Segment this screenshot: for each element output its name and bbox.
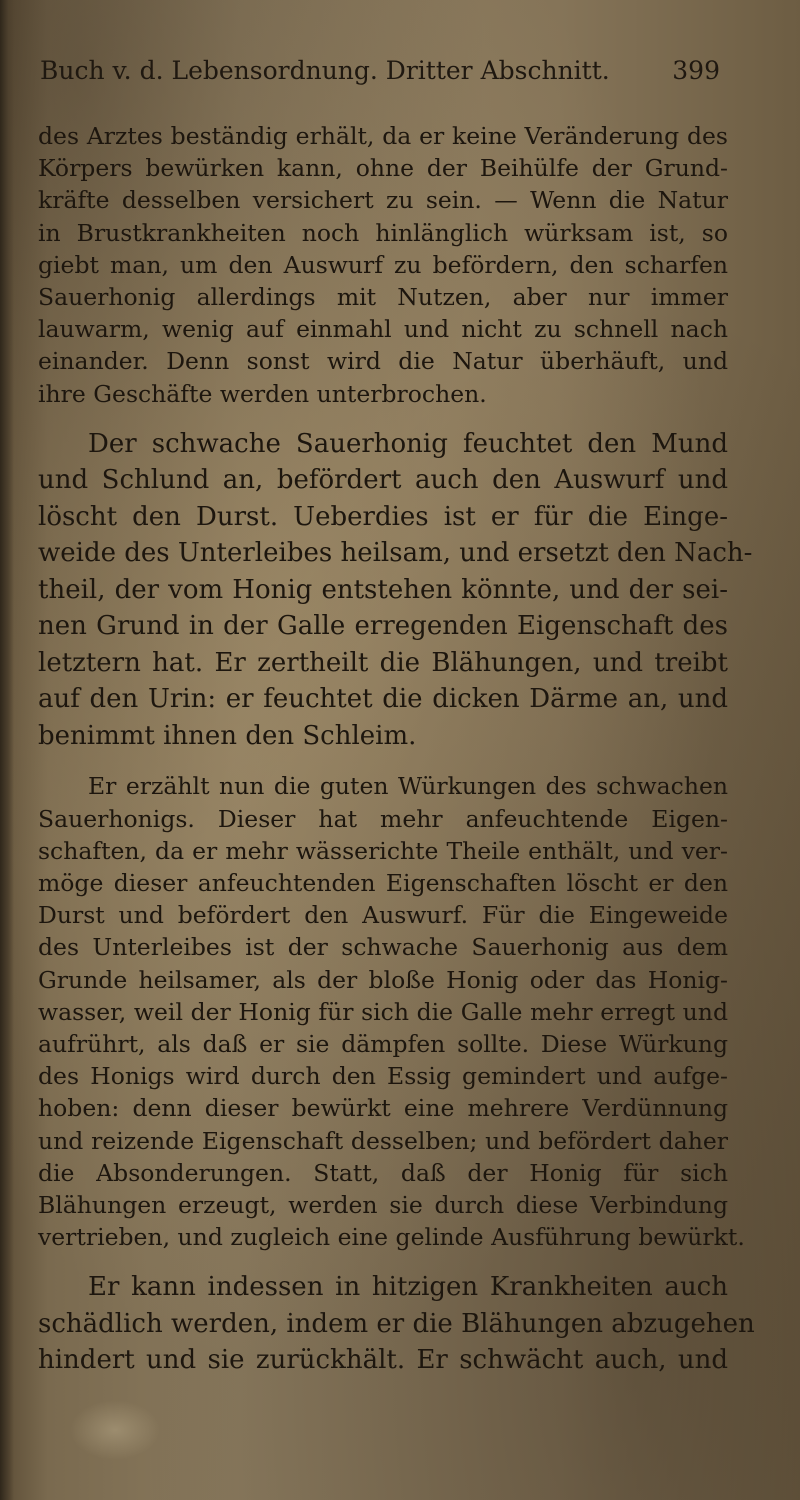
- paragraph-1: [38, 120, 728, 410]
- running-header: [40, 56, 720, 85]
- text-line: ihre Geschäfte werden unterbrochen.: [38, 379, 487, 408]
- text-line: des Honigs wird durch den Essig gemindert und aufge-: [38, 1062, 728, 1091]
- paragraph-2: [38, 426, 753, 755]
- text-line: Körpers bewürken kann, ohne der Beihülfe der Grund-: [38, 154, 728, 183]
- text-line: Durst und befördert den Auswurf. Für die Eingeweide: [38, 901, 728, 930]
- text-line: in Brustkrankheiten noch hinlänglich würksam ist, so: [38, 218, 728, 247]
- page-number: 399: [672, 56, 720, 85]
- paragraph-4: [38, 1269, 755, 1379]
- text-line: Blähungen erzeugt, werden sie durch diese Verbindung: [38, 1190, 728, 1219]
- paragraph-3: [38, 770, 745, 1253]
- text-line: auf den Urin: er feuchtet die dicken Därme an, und: [38, 684, 728, 715]
- text-line: und reizende Eigenschaft desselben; und befördert daher: [38, 1126, 728, 1155]
- text-line: giebt man, um den Auswurf zu befördern, den scharfen: [38, 250, 728, 279]
- text-line: Er kann indessen in hitzigen Krankheiten auch: [88, 1272, 728, 1303]
- text-line: hoben: denn dieser bewürkt eine mehrere Verdünnung: [38, 1094, 728, 1123]
- running-title: Buch v. d. Lebensordnung. Dritter Abschnitt.: [40, 56, 610, 85]
- text-line: und Schlund an, befördert auch den Auswurf und: [38, 465, 728, 496]
- text-line: weide des Unterleibes heilsam, und ersetzt den Nach-: [38, 538, 753, 569]
- text-line: Er erzählt nun die guten Würkungen des schwachen: [88, 772, 728, 801]
- page-binding-edge: [0, 0, 14, 1500]
- body-text: [38, 120, 755, 1379]
- text-line: Sauerhonig allerdings mit Nutzen, aber nur immer: [38, 283, 728, 312]
- text-line: des Arztes beständig erhält, da er keine Veränderung des: [38, 122, 728, 150]
- paper-stain: [70, 1400, 160, 1460]
- text-line: aufrührt, als daß er sie dämpfen sollte. Diese Würkung: [38, 1029, 728, 1058]
- text-line: einander. Denn sonst wird die Natur überhäuft, und: [38, 347, 728, 376]
- text-line: schädlich werden, indem er die Blähungen abzugehen: [38, 1308, 755, 1339]
- text-line: löscht den Durst. Ueberdies ist er für die Einge-: [38, 501, 728, 532]
- text-line: Grunde heilsamer, als der bloße Honig oder das Honig-: [38, 965, 728, 994]
- text-line: möge dieser anfeuchtenden Eigenschaften löscht er den: [38, 868, 728, 897]
- text-line: letztern hat. Er zertheilt die Blähungen, und treibt: [38, 647, 728, 678]
- text-line: wasser, weil der Honig für sich die Galle mehr erregt und: [38, 997, 728, 1026]
- text-line: hindert und sie zurückhält. Er schwächt auch, und: [38, 1345, 728, 1376]
- text-line: schaften, da er mehr wässerichte Theile enthält, und ver-: [38, 836, 728, 865]
- text-line: lauwarm, wenig auf einmahl und nicht zu schnell nach: [38, 315, 728, 344]
- text-line: benimmt ihnen den Schleim.: [38, 720, 417, 751]
- text-line: des Unterleibes ist der schwache Sauerhonig aus dem: [38, 933, 728, 962]
- text-line: Der schwache Sauerhonig feuchtet den Mund: [88, 428, 728, 459]
- text-line: kräfte desselben versichert zu sein. — Wenn die Natur: [38, 186, 728, 215]
- text-line: die Absonderungen. Statt, daß der Honig für sich: [38, 1158, 728, 1187]
- text-line: vertrieben, und zugleich eine gelinde Ausführung bewürkt.: [38, 1223, 745, 1252]
- text-line: Sauerhonigs. Dieser hat mehr anfeuchtende Eigen-: [38, 804, 728, 833]
- text-line: nen Grund in der Galle erregenden Eigenschaft des: [38, 611, 728, 642]
- text-line: theil, der vom Honig entstehen könnte, und der sei-: [38, 574, 728, 605]
